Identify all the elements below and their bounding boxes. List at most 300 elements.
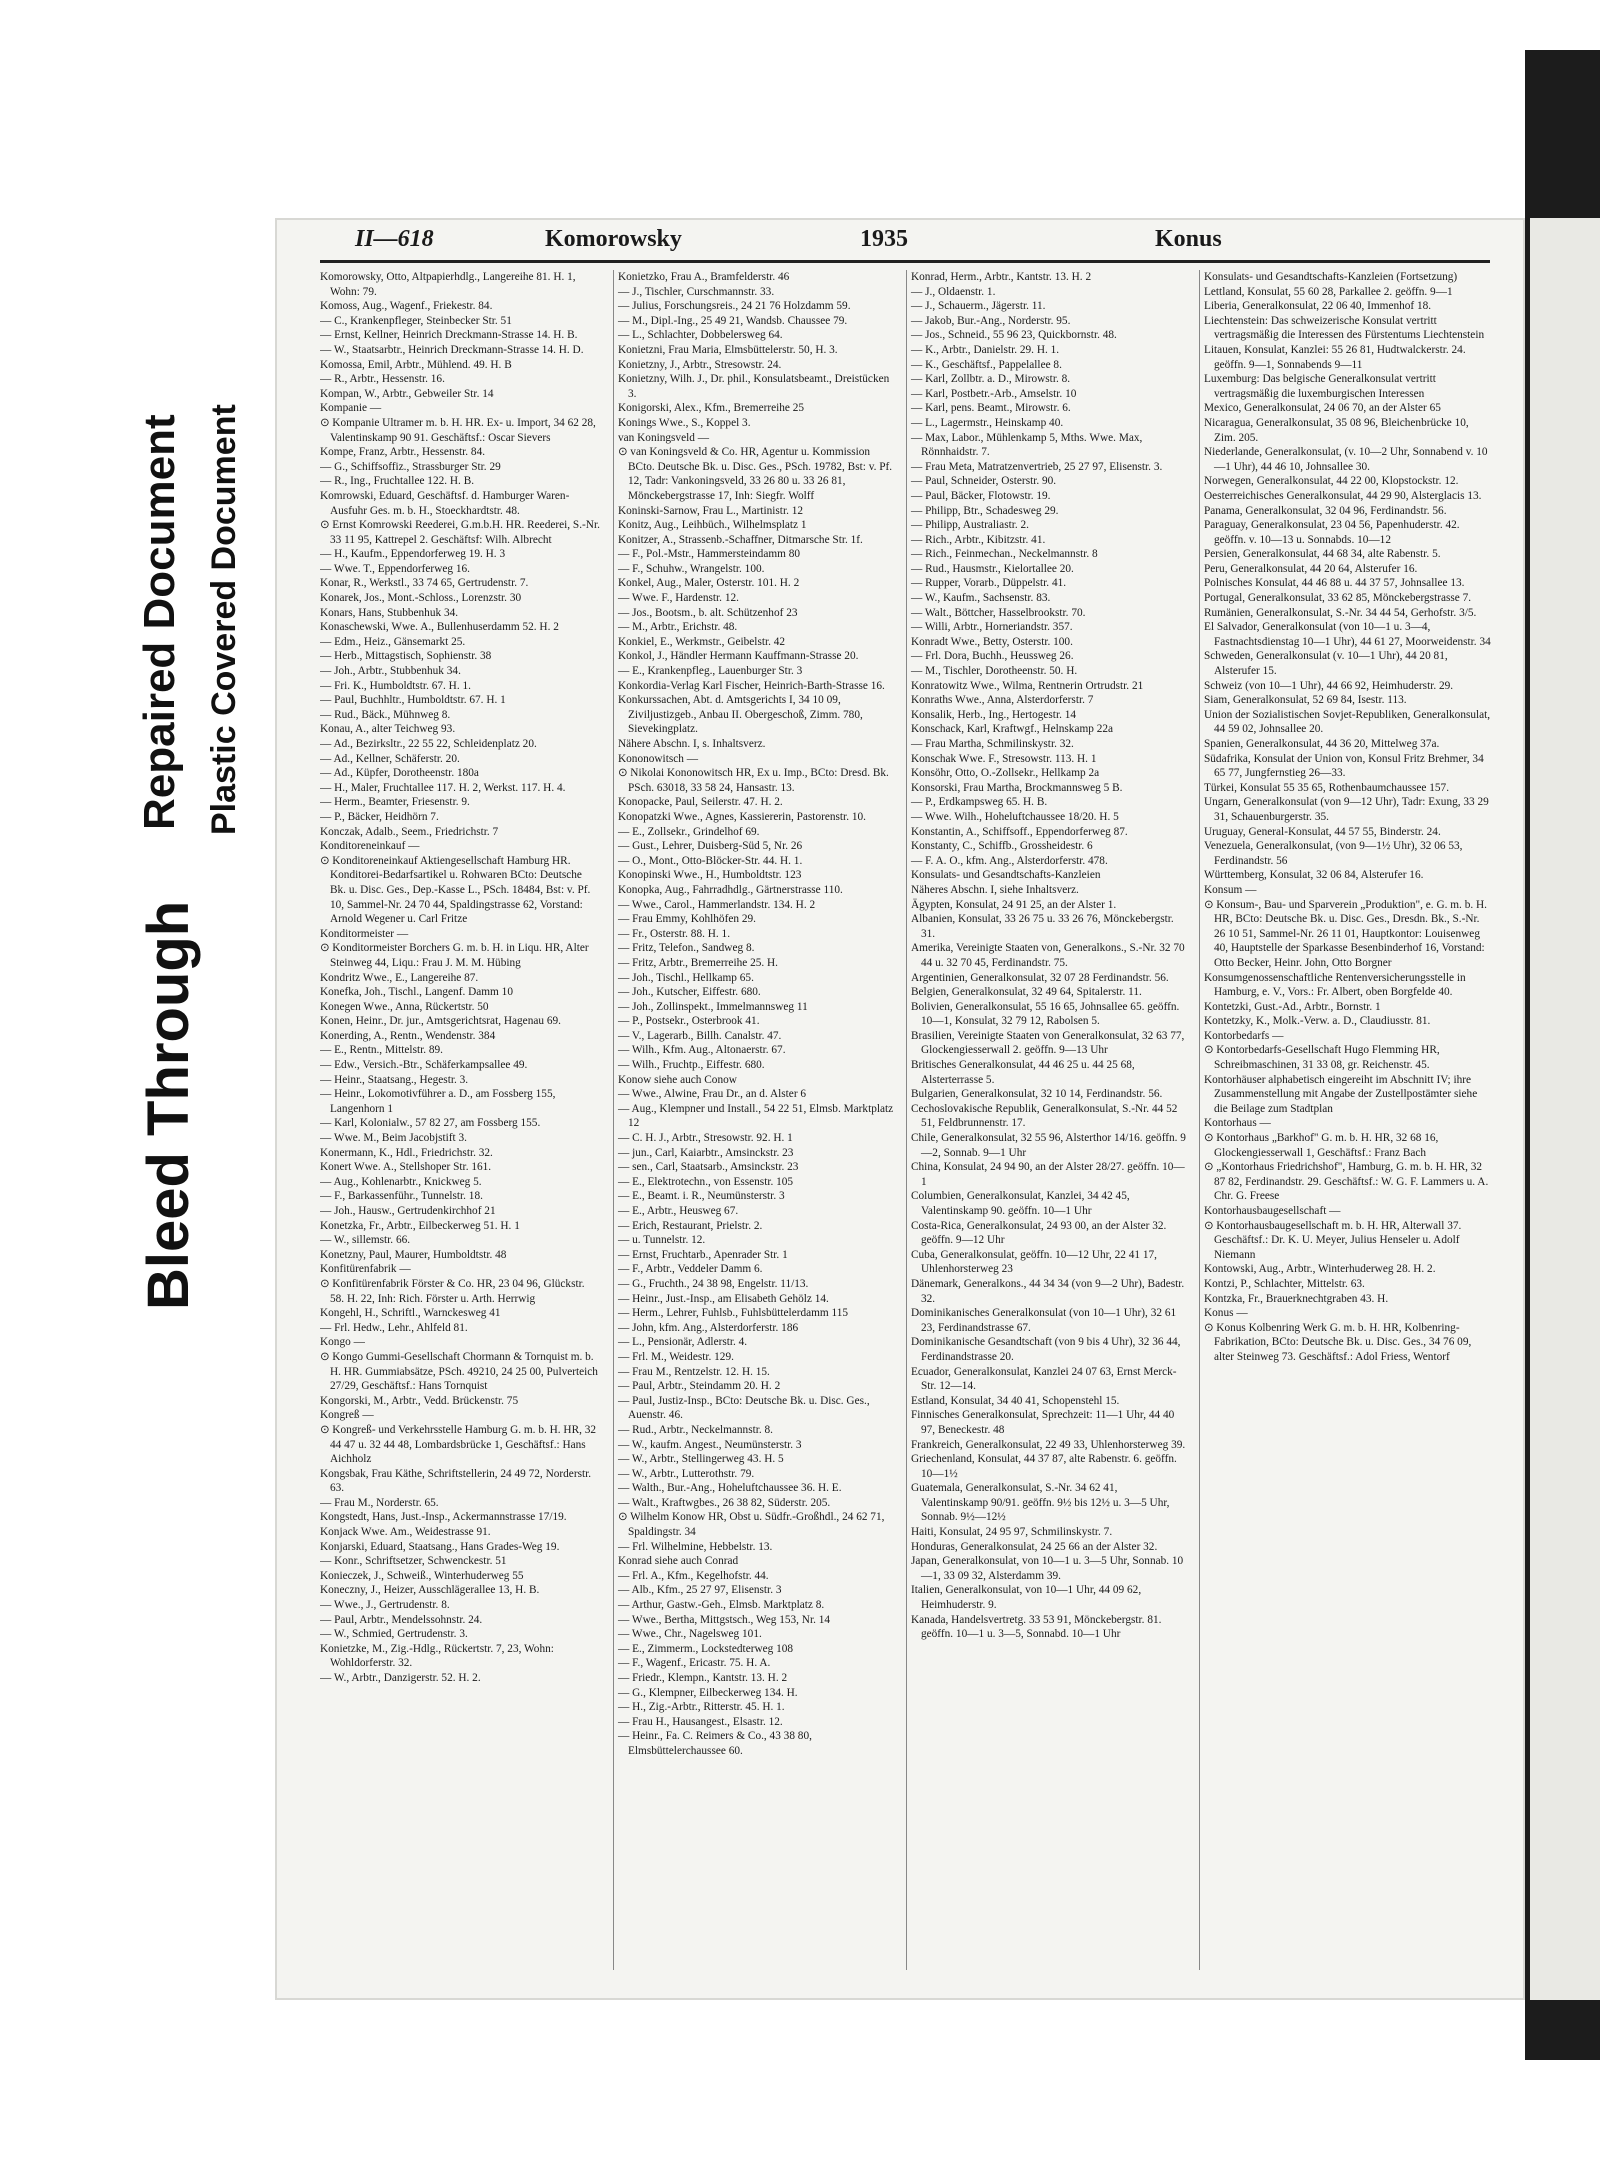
- directory-entry: — Joh., Kutscher, Eiffestr. 680.: [618, 986, 761, 999]
- directory-entry: Kongo —: [320, 1336, 365, 1349]
- directory-entry: Costa-Rica, Generalkonsulat, 24 93 00, an der Alster 32. geöffn. 9—12 Uhr: [911, 1219, 1167, 1247]
- directory-entry: Liechtenstein: Das schweizerische Konsulat vertritt vertragsmäßig die Interessen des Fürstentums Liechtenstein: [1204, 314, 1485, 342]
- directory-entry: Schweiz (von 10—1 Uhr), 44 66 92, Heimhuderstr. 29.: [1204, 679, 1454, 692]
- directory-entry: — E., Elektrotechn., von Essenstr. 105: [618, 1175, 794, 1188]
- directory-entry: Luxemburg: Das belgische Generalkonsulat vertritt vertragsmäßig die luxemburgischen Interessen: [1204, 373, 1436, 400]
- directory-entry: Konfitürenfabrik —: [320, 1263, 411, 1276]
- directory-entry: — R., Arbtr., Hessenstr. 16.: [320, 373, 445, 386]
- directory-entry: — E., Arbtr., Heusweg 67.: [618, 1205, 739, 1217]
- directory-entry: Guatemala, Generalkonsulat, S.-Nr. 34 62 41, Valentinskamp 90/91. geöffn. 9½ bis 12½ u. 3—5 Uhr, Sonnab. 9½—12½: [911, 1482, 1170, 1524]
- directory-entry: — P., Bäcker, Heidhörn 7.: [320, 810, 439, 823]
- directory-entry: — E., Krankenpfleg., Lauenburger Str. 3: [618, 665, 803, 678]
- page-number: II—618: [355, 226, 434, 252]
- directory-entry: — Wwe. T., Eppendorferweg 16.: [320, 562, 470, 575]
- directory-entry: — jun., Carl, Kaiarbtr., Amsinckstr. 23: [618, 1146, 794, 1159]
- directory-entry: Konschack, Karl, Kraftwgf., Helnskamp 22a: [911, 723, 1114, 736]
- directory-entry: — Ernst, Kellner, Heinrich Dreckmann-Strasse 14. H. B.: [320, 329, 578, 342]
- directory-page: [275, 218, 1525, 2000]
- directory-entry: — Wilh., Kfm. Aug., Altonaerstr. 67.: [618, 1044, 786, 1057]
- directory-entry: — F. A. O., kfm. Ang., Alsterdorferstr. 478.: [911, 854, 1108, 867]
- directory-entry: — Wwe., Chr., Nagelsweg 101.: [618, 1628, 762, 1641]
- directory-entry: — G., Klempner, Eilbeckerweg 134. H.: [618, 1686, 798, 1699]
- directory-entry: Finnisches Generalkonsulat, Sprechzeit: 11—1 Uhr, 44 40 97, Beneckestr. 48: [911, 1409, 1175, 1436]
- directory-entry: — Wwe., Carol., Hammerlandstr. 134. H. 2: [618, 898, 816, 911]
- directory-entry: ⊙ Ernst Komrowski Reederei, G.m.b.H. HR. Reederei, S.-Nr. 33 11 95, Kattrepel 2. Geschäftsf: Wilh. Albrecht: [320, 519, 600, 546]
- directory-entry: — Philipp, Australiastr. 2.: [911, 519, 1029, 532]
- directory-entry: — F., Pol.-Mstr., Hammersteindamm 80: [618, 548, 801, 561]
- directory-entry: ⊙ Nikolai Kononowitsch HR, Ex u. Imp., BCto: Dresd. Bk. PSch. 63018, 33 58 24, Hansastr. 13.: [618, 767, 889, 794]
- directory-entry: Bulgarien, Generalkonsulat, 32 10 14, Ferdinandstr. 56.: [911, 1088, 1163, 1101]
- directory-entry: — F., Arbtr., Veddeler Damm 6.: [618, 1263, 763, 1276]
- bleed-through-label: Bleed Through: [136, 900, 201, 1310]
- directory-entry: Uruguay, General-Konsulat, 44 57 55, Binderstr. 24.: [1204, 825, 1441, 838]
- directory-entry: — Rud., Hausmstr., Kielortallee 20.: [911, 562, 1074, 575]
- directory-entry: Albanien, Konsulat, 33 26 75 u. 33 26 76, Mönckebergstr. 31.: [911, 913, 1174, 940]
- directory-entry: ⊙ Kontorbedarfs-Gesellschaft Hugo Flemming HR, Schreibmaschinen, 31 33 08, gr. Reichenstr. 45.: [1204, 1044, 1440, 1072]
- directory-entry: — Julius, Forschungsreis., 24 21 76 Holzdamm 59.: [618, 300, 851, 313]
- directory-entry: Mexico, Generalkonsulat, 24 06 70, an der Alster 65: [1204, 402, 1441, 415]
- directory-entry: Niederlande, Generalkonsulat, (v. 10—2 Uhr, Sonnabend v. 10—1 Uhr), 44 46 10, Johnsallee 30.: [1204, 446, 1488, 473]
- directory-entry: Konkiel, E., Werkmstr., Geibelstr. 42: [618, 635, 786, 648]
- directory-entry: — C. H. J., Arbtr., Stresowstr. 92. H. 1: [618, 1132, 793, 1145]
- directory-entry: Konietzny, Wilh. J., Dr. phil., Konsulatsbeamt., Dreistücken 3.: [618, 373, 890, 400]
- directory-entry: Konsumgenossenschaftliche Rentenversicherungsstelle in Hamburg, e. V., Vors.: Fr. Albert, oben Borgfelde 40.: [1204, 971, 1466, 999]
- directory-entry: ⊙ Kongreß- und Verkehrsstelle Hamburg G. m. b. H. HR, 32 44 47 u. 32 44 48, Lombardsbrücke 1, Geschäftsf.: Hans Aichholz: [320, 1423, 597, 1466]
- directory-entry: Honduras, Generalkonsulat, 24 25 66 an der Alster 32.: [911, 1540, 1158, 1553]
- directory-entry: Konaschewski, Wwe. A., Bullenhuserdamm 52. H. 2: [320, 621, 559, 634]
- directory-entry: Konings Wwe., S., Koppel 3.: [618, 416, 751, 429]
- first-entry-heading: Komorowsky: [545, 226, 682, 252]
- directory-entry: Dominikanisches Generalkonsulat (von 10—1 Uhr), 32 61 23, Ferdinandstrasse 67.: [911, 1307, 1177, 1334]
- directory-entry: — Wwe., Bertha, Mittgstsch., Weg 153, Nr. 14: [618, 1613, 831, 1626]
- directory-entry: — L., Lagermstr., Heinskamp 40.: [911, 416, 1064, 429]
- directory-entry: Oesterreichisches Generalkonsulat, 44 29 90, Alsterglacis 13.: [1204, 489, 1482, 502]
- directory-entry: ⊙ Konditoreneinkauf Aktiengesellschaft Hamburg HR. Konditorei-Bedarfsartikel u. Rohwaren BCto: Deutsche Bk. u. Disc. Ges., Dep.-Kasse L., PSch. 18484, Bst: v. Pf. 10, Sammel-Nr. 24 70 44, Spaldingstrasse 62, Vorstand: Arnold Wegener u. Carl Fritze: [320, 854, 591, 926]
- directory-entry: Kongsbak, Frau Käthe, Schriftstellerin, 24 49 72, Norderstr. 63.: [320, 1467, 592, 1495]
- directory-entry: — Wilh., Fruchtp., Eiffestr. 680.: [618, 1059, 765, 1072]
- directory-entry: — K., Arbtr., Danielstr. 29. H. 1.: [911, 343, 1060, 356]
- directory-entry: Näheres Abschn. I, siehe Inhaltsverz.: [911, 883, 1079, 896]
- directory-entry: — C., Krankenpfleger, Steinbecker Str. 51: [320, 314, 512, 327]
- directory-entry: Konrad, Herm., Arbtr., Kantstr. 13. H. 2: [911, 271, 1092, 283]
- directory-entry: — Max, Labor., Mühlenkamp 5, Mths. Wwe. Max, Rönnhaidstr. 7.: [911, 431, 1143, 459]
- directory-entry: Kondritz Wwe., E., Langereihe 87.: [320, 971, 479, 984]
- directory-entry: Kontorhaus —: [1204, 1117, 1271, 1130]
- last-entry-heading: Konus: [1155, 226, 1222, 252]
- directory-entry: — Friedr., Klempn., Kantstr. 13. H. 2: [618, 1672, 788, 1684]
- directory-entry: Konarek, Jos., Mont.-Schloss., Lorenzstr. 30: [320, 592, 522, 605]
- directory-entry: Griechenland, Konsulat, 44 37 87, alte Rabenstr. 6. geöffn. 10—1½: [911, 1453, 1177, 1480]
- directory-entry: Belgien, Generalkonsulat, 32 49 64, Spitalerstr. 11.: [911, 986, 1142, 999]
- directory-entry: ⊙ Kontorhaus „Barkhof" G. m. b. H. HR, 32 68 16, Glockengiesserwall 1, Geschäftsf.: Franz Bach: [1204, 1132, 1439, 1159]
- directory-entry: Kontetzki, Gust.-Ad., Arbtr., Bornstr. 1: [1204, 1000, 1381, 1013]
- directory-entry: — Joh., Arbtr., Stubbenhuk 34.: [320, 665, 461, 678]
- directory-entry: — J., Oldaenstr. 1.: [911, 285, 996, 298]
- directory-entry: Kontorhausbaugesellschaft —: [1204, 1205, 1341, 1217]
- directory-entry: — O., Mont., Otto-Blöcker-Str. 44. H. 1.: [618, 854, 803, 867]
- directory-entry: — Joh., Hausw., Gertrudenkirchhof 21: [320, 1205, 496, 1217]
- directory-entry: Koninski-Sarnow, Frau L., Martinistr. 12: [618, 504, 804, 517]
- directory-entry: Konermann, K., Hdl., Friedrichstr. 32.: [320, 1146, 493, 1159]
- directory-entry: Konschak Wwe. F., Stresowstr. 113. H. 1: [911, 752, 1097, 765]
- directory-entry: Kompan, W., Arbtr., Gebweiler Str. 14: [320, 387, 494, 400]
- directory-entry: Konerding, A., Rentn., Wendenstr. 384: [320, 1029, 496, 1042]
- directory-entry: Konopacke, Paul, Seilerstr. 47. H. 2.: [618, 796, 783, 809]
- directory-entry: Argentinien, Generalkonsulat, 32 07 28 Ferdinandstr. 56.: [911, 971, 1169, 984]
- directory-entry: — G., Schiffsoffiz., Strassburger Str. 29: [320, 460, 501, 473]
- directory-entry: Konsöhr, Otto, O.-Zollsekr., Hellkamp 2a: [911, 767, 1100, 780]
- directory-entry: Japan, Generalkonsulat, von 10—1 u. 3—5 Uhr, Sonnab. 10—1, 33 09 32, Alsterdamm 39.: [911, 1555, 1184, 1582]
- directory-entry: Kanada, Handelsvertretg. 33 53 91, Mönckebergstr. 81. geöffn. 10—1 u. 3—5, Sonnabd. 10—1 Uhr: [911, 1613, 1162, 1641]
- directory-entry: Kontetzky, K., Molk.-Verw. a. D., Claudiusstr. 81.: [1204, 1015, 1431, 1028]
- directory-entry: — Edw., Versich.-Btr., Schäferkampsallee 49.: [320, 1059, 528, 1072]
- directory-entry: — E., Zollsekr., Grindelhof 69.: [618, 825, 760, 838]
- directory-entry: — sen., Carl, Staatsarb., Amsinckstr. 23: [618, 1161, 799, 1174]
- directory-entry: — Jos., Bootsm., b. alt. Schützenhof 23: [618, 606, 798, 619]
- directory-entry: — Alb., Kfm., 25 27 97, Elisenstr. 3: [618, 1584, 782, 1597]
- directory-entry: Schweden, Generalkonsulat (v. 10—1 Uhr), 44 20 81, Alsterufer 15.: [1204, 650, 1448, 678]
- directory-entry: Kongstedt, Hans, Just.-Insp., Ackermannstrasse 17/19.: [320, 1511, 567, 1524]
- directory-entry: El Salvador, Generalkonsulat (von 10—1 u. 3—4, Fastnachtsdienstag 10—1 Uhr), 44 61 27, Moorweidenstr. 34: [1204, 621, 1491, 648]
- directory-entry: — Paul, Justiz-Insp., BCto: Deutsche Bk. u. Disc. Ges., Auenstr. 46.: [618, 1394, 870, 1422]
- directory-entry: Kontorhäuser alphabetisch eingereiht im Abschnitt IV; ihre Zusammenstellung mit Angabe der Zustellpostämter siehe die Beilage zum Stadtplan: [1204, 1073, 1478, 1115]
- directory-entry: — Frl. Dora, Buchh., Heussweg 26.: [911, 650, 1074, 663]
- directory-entry: — H., Maler, Fruchtallee 117. H. 2, Werkst. 117. H. 4.: [320, 781, 566, 794]
- directory-entry: — Fr., Osterstr. 88. H. 1.: [618, 927, 731, 940]
- directory-entry: Italien, Generalkonsulat, von 10—1 Uhr, 44 09 62, Heimhuderstr. 9.: [911, 1584, 1142, 1612]
- directory-entry: Lettland, Konsulat, 55 60 28, Parkallee 2. geöffn. 9—1: [1204, 285, 1453, 298]
- directory-entry: — Walt., Kraftwgbes., 26 38 82, Süderstr. 205.: [618, 1496, 831, 1509]
- directory-entry: — V., Lagerarb., Billh. Canalstr. 47.: [618, 1029, 782, 1042]
- directory-entry: — Rich., Arbtr., Kibitzstr. 41.: [911, 533, 1046, 546]
- directory-entry: ⊙ Kompanie Ultramer m. b. H. HR. Ex- u. Import, 34 62 28, Valentinskamp 90 91. Geschäftsf.: Oscar Sievers: [320, 416, 596, 444]
- directory-entry: — Frau H., Hausangest., Elsastr. 12.: [618, 1715, 783, 1728]
- directory-entry: — Ad., Küpfer, Dorotheenstr. 180a: [320, 767, 479, 780]
- directory-entry: Kononowitsch —: [618, 752, 699, 765]
- directory-entry: Haiti, Konsulat, 24 95 97, Schmilinskystr. 7.: [911, 1526, 1113, 1539]
- directory-entry: — Paul, Arbtr., Steindamm 20. H. 2: [618, 1380, 781, 1393]
- directory-entry: — Heinr., Fa. C. Reimers & Co., 43 38 80, Elmsbüttelerchaussee 60.: [618, 1730, 812, 1757]
- directory-entry: — Wwe., J., Gertrudenstr. 8.: [320, 1599, 450, 1612]
- directory-entry: — Walt., Böttcher, Hasselbrookstr. 70.: [911, 606, 1086, 619]
- directory-entry: Konkurssachen, Abt. d. Amtsgerichts I, 34 10 09, Ziviljustizgeb., Anbau II. Obergeschoß, Zimm. 780, Sievekingplatz.: [618, 694, 863, 736]
- directory-entry: Konegen Wwe., Anna, Rückertstr. 50: [320, 1000, 489, 1013]
- directory-entry: — W., Arbtr., Lutterothstr. 79.: [618, 1467, 755, 1480]
- directory-entry: — R., Ing., Fruchtallee 122. H. B.: [320, 475, 475, 488]
- directory-entry: — Wwe. Wilh., Hoheluftchaussee 18/20. H. 5: [911, 810, 1119, 823]
- directory-entry: Konsulats- und Gesandtschafts-Kanzleien (Fortsetzung): [1204, 271, 1458, 283]
- directory-entry: Kontzi, P., Schlachter, Mittelstr. 63.: [1204, 1277, 1365, 1290]
- directory-entry: — W., Staatsarbtr., Heinrich Dreckmann-Strasse 14. H. D.: [320, 343, 584, 356]
- directory-entry: ⊙ Konus Kolbenring Werk G. m. b. H. HR, Kolbenring-Fabrikation, BCto: Deutsche Bk. u. Disc. Ges., 34 76 09, alter Steinweg 73. Geschäftsf.: Adol Friess, Wentorf: [1204, 1321, 1472, 1363]
- directory-entry: Konraths Wwe., Anna, Alsterdorferstr. 7: [911, 694, 1094, 707]
- directory-entry: Bolivien, Generalkonsulat, 55 16 65, Johnsallee 65. geöffn. 10—1, Konsulat, 32 79 12, Rabolsen 5.: [911, 1000, 1180, 1028]
- directory-entry: — Aug., Kohlenarbtr., Knickweg 5.: [320, 1175, 482, 1188]
- directory-entry: Konetzny, Paul, Maurer, Humboldtstr. 48: [320, 1248, 507, 1261]
- directory-entry: — Ad., Kellner, Schäferstr. 20.: [320, 752, 460, 765]
- directory-entry: Konopka, Aug., Fahrradhdlg., Gärtnerstrasse 110.: [618, 883, 843, 896]
- page-header: [275, 218, 1525, 262]
- directory-entry: — Frau M., Rentzelstr. 12. H. 15.: [618, 1365, 770, 1378]
- directory-entry: — P., Erdkampsweg 65. H. B.: [911, 796, 1048, 809]
- directory-entry: — L., Pensionär, Adlerstr. 4.: [618, 1336, 748, 1349]
- directory-entry: Konsulats- und Gesandtschafts-Kanzleien: [911, 869, 1101, 882]
- directory-entry: — Rud., Bäck., Mühnweg 8.: [320, 708, 451, 721]
- directory-entry: — H., Zig.-Arbtr., Ritterstr. 45. H. 1.: [618, 1701, 785, 1714]
- directory-entry: — Herb., Mittagstisch, Sophienstr. 38: [320, 650, 492, 663]
- directory-entry: Konkordia-Verlag Karl Fischer, Heinrich-Barth-Strasse 16.: [618, 679, 885, 692]
- directory-entry: Union der Sozialistischen Sovjet-Republiken, Generalkonsulat, 44 59 02, Johnsallee 20.: [1204, 708, 1491, 736]
- directory-entry: Spanien, Generalkonsulat, 44 36 20, Mittelweg 37a.: [1204, 738, 1440, 750]
- directory-entry: — Herm., Beamter, Friesenstr. 9.: [320, 796, 470, 809]
- directory-entry: — E., Zimmerm., Lockstedterweg 108: [618, 1642, 794, 1655]
- directory-entry: Konczak, Adalb., Seem., Friedrichstr. 7: [320, 825, 499, 838]
- directory-entry: Konetzka, Fr., Arbtr., Eilbeckerweg 51. H. 1: [320, 1219, 520, 1232]
- directory-entry: Konieczek, J., Schweiß., Winterhuderweg 55: [320, 1569, 524, 1582]
- directory-entry: Panama, Generalkonsulat, 32 04 96, Ferdinandstr. 56.: [1204, 504, 1447, 517]
- directory-entry: — u. Tunnelstr. 12.: [618, 1234, 706, 1247]
- directory-entry: Konstantin, A., Schiffsoff., Eppendorferweg 87.: [911, 825, 1128, 838]
- directory-entry: Konstanty, C., Schiffb., Grossheidestr. 6: [911, 840, 1093, 853]
- directory-entry: — Walth., Bur.-Ang., Hoheluftchaussee 36. H. E.: [618, 1482, 842, 1495]
- directory-entry: Konefka, Joh., Tischl., Langenf. Damm 10: [320, 986, 513, 999]
- directory-entry: Peru, Generalkonsulat, 44 20 64, Alsterufer 16.: [1204, 562, 1418, 575]
- directory-entry: — Herm., Lehrer, Fuhlsb., Fuhlsbüttelerdamm 115: [618, 1307, 849, 1320]
- directory-entry: — Wwe. F., Hardenstr. 12.: [618, 592, 739, 605]
- directory-entry: — Paul, Arbtr., Mendelssohnstr. 24.: [320, 1613, 483, 1626]
- directory-entry: Estland, Konsulat, 34 40 41, Schopenstehl 15.: [911, 1394, 1120, 1407]
- directory-entry: — Rupper, Vorarb., Düppelstr. 41.: [911, 577, 1067, 590]
- directory-entry: Konkol, J., Händler Hermann Kauffmann-Strasse 20.: [618, 650, 859, 663]
- directory-entry: Ägypten, Konsulat, 24 91 25, an der Alster 1.: [911, 898, 1117, 911]
- directory-entry: — F., Schuhw., Wrangelstr. 100.: [618, 562, 765, 575]
- directory-entry: Konietzny, J., Arbtr., Stresowstr. 24.: [618, 358, 782, 371]
- directory-entry: Konietzke, M., Zig.-Hdlg., Rückertstr. 7, 23, Wohn: Wohldorferstr. 32.: [320, 1642, 554, 1670]
- directory-entry: Koneczny, J., Heizer, Ausschlägerallee 13, H. B.: [320, 1584, 540, 1597]
- directory-entry: Konietzko, Frau A., Bramfelderstr. 46: [618, 271, 790, 283]
- directory-entry: ⊙ Konditormeister Borchers G. m. b. H. in Liqu. HR, Alter Steinweg 44, Liqu.: Frau J. M. M. Hübing: [320, 942, 589, 969]
- directory-entry: — Frl. M., Weidestr. 129.: [618, 1350, 734, 1363]
- directory-entry: Komossa, Emil, Arbtr., Mühlend. 49. H. B: [320, 358, 512, 371]
- directory-entry: Konsalik, Herb., Ing., Hertogestr. 14: [911, 708, 1077, 721]
- directory-entry: Britisches Generalkonsulat, 44 46 25 u. 44 25 68, Alsterterrasse 5.: [911, 1059, 1135, 1086]
- directory-entry: Konen, Heinr., Dr. jur., Amtsgerichtsrat, Hagenau 69.: [320, 1015, 561, 1028]
- directory-entry: Nähere Abschn. I, s. Inhaltsverz.: [618, 738, 766, 750]
- directory-entry: Kontorbedarfs —: [1204, 1029, 1284, 1042]
- directory-entry: ⊙ „Kontorhaus Friedrichshof", Hamburg, G. m. b. H. HR, 32 87 82, Ferdinandstr. 29. Geschäftsf.: W. G. F. Lammers u. A. Chr. G. Freese: [1204, 1161, 1489, 1203]
- directory-entry: — Frl. Wilhelmine, Hebbelstr. 13.: [618, 1540, 773, 1553]
- column-3: [906, 270, 1187, 1970]
- directory-entry: Konigorski, Alex., Kfm., Bremerreihe 25: [618, 402, 805, 415]
- directory-entry: Konert Wwe. A., Stellshoper Str. 161.: [320, 1161, 492, 1174]
- directory-entry: Chile, Generalkonsulat, 32 55 96, Alsterthor 14/16. geöffn. 9—2, Sonnab. 9—1 Uhr: [911, 1132, 1186, 1159]
- directory-entry: Amerika, Vereinigte Staaten von, Generalkons., S.-Nr. 32 70 44 u. 32 70 45, Ferdinandstr. 75.: [911, 942, 1185, 969]
- directory-entry: — Frl. A., Kfm., Kegelhofstr. 44.: [618, 1569, 769, 1582]
- directory-entry: Kompe, Franz, Arbtr., Hessenstr. 84.: [320, 446, 486, 459]
- directory-entry: — John, kfm. Ang., Alsterdorferstr. 186: [618, 1321, 799, 1334]
- plastic-covered-label: Plastic Covered Document: [205, 404, 243, 835]
- adjacent-page-edge: [1530, 218, 1600, 2000]
- directory-entry: Cechoslovakische Republik, Generalkonsulat, S.-Nr. 44 52 51, Feldbrunnenstr. 17.: [911, 1102, 1178, 1130]
- directory-entry: Dominikanische Gesandtschaft (von 9 bis 4 Uhr), 32 36 44, Ferdinandstrasse 20.: [911, 1336, 1181, 1363]
- directory-entry: Rumänien, Generalkonsulat, S.-Nr. 34 44 54, Gerhofstr. 3/5.: [1204, 606, 1477, 619]
- directory-entry: — J., Schauerm., Jägerstr. 11.: [911, 300, 1046, 313]
- directory-entry: ⊙ Konsum-, Bau- und Sparverein „Produktion", e. G. m. b. H. HR, BCto: Deutsche Bk. u. Disc. Ges., Dresdn. Bk., S.-Nr. 26 10 51, Sammel-Nr. 26 11 01, Hauptkontor: Louisenweg 40, Hauptstelle der Sparkasse Besenbinderhof 16, Vorstand: Otto Becker, Heinr. John, Otto Borgner: [1204, 898, 1487, 969]
- directory-entry: — Paul, Bäcker, Flotowstr. 19.: [911, 489, 1051, 502]
- directory-entry: — M., Dipl.-Ing., 25 49 21, Wandsb. Chaussee 79.: [618, 314, 848, 327]
- directory-entry: — Fri. K., Humboldtstr. 67. H. 1.: [320, 679, 471, 692]
- directory-entry: Konrad siehe auch Conrad: [618, 1555, 739, 1568]
- directory-entry: Paraguay, Generalkonsulat, 23 04 56, Papenhuderstr. 42. geöffn. v. 10—13 u. Sonnabds. 10—12: [1204, 519, 1460, 546]
- directory-entry: — Frau Meta, Matratzenvertrieb, 25 27 97, Elisenstr. 3.: [911, 460, 1163, 473]
- directory-entry: Persien, Generalkonsulat, 44 68 34, alte Rabenstr. 5.: [1204, 548, 1441, 561]
- directory-entry: Komrowski, Eduard, Geschäftsf. d. Hamburger Waren-Ausfuhr Ges. m. b. H., Stoeckhardtstr. 48.: [320, 489, 570, 517]
- directory-entry: — Erich, Restaurant, Prielstr. 2.: [618, 1219, 763, 1232]
- directory-entry: Konietzni, Frau Maria, Elmsbüttelerstr. 50, H. 3.: [618, 343, 838, 356]
- directory-entry: Konradt Wwe., Betty, Osterstr. 100.: [911, 635, 1073, 648]
- directory-entry: China, Konsulat, 24 94 90, an der Alster 28/27. geöffn. 10—1: [911, 1161, 1185, 1188]
- directory-entry: — Frau Emmy, Kohlhöfen 29.: [618, 913, 756, 926]
- directory-entry: — Heinr., Just.-Insp., am Elisabeth Gehölz 14.: [618, 1292, 829, 1305]
- directory-entry: — W., Arbtr., Stellingerweg 43. H. 5: [618, 1453, 784, 1466]
- directory-entry: Kongreß —: [320, 1409, 374, 1422]
- directory-entry: — Aug., Klempner und Install., 54 22 51, Elmsb. Marktplatz 12: [618, 1102, 894, 1130]
- directory-entry: Konars, Hans, Stubbenhuk 34.: [320, 606, 459, 619]
- directory-entry: Konjack Wwe. Am., Weidestrasse 91.: [320, 1526, 491, 1539]
- directory-entry: — W., Arbtr., Danzigerstr. 52. H. 2.: [320, 1672, 481, 1684]
- directory-entry: — P., Postsekr., Osterbrook 41.: [618, 1015, 760, 1028]
- directory-entry: Konau, A., alter Teichweg 93.: [320, 723, 456, 736]
- directory-entry: van Koningsveld —: [618, 431, 709, 444]
- directory-entry: Litauen, Konsulat, Kanzlei: 55 26 81, Hudtwalckerstr. 24. geöffn. 9—1, Sonnabends 9—11: [1204, 343, 1466, 371]
- directory-entry: Frankreich, Generalkonsulat, 22 49 33, Uhlenhorsterweg 39.: [911, 1438, 1186, 1451]
- directory-entry: — H., Kaufm., Eppendorferweg 19. H. 3: [320, 548, 506, 561]
- directory-entry: — Joh., Zollinspekt., Immelmannsweg 11: [618, 1000, 808, 1013]
- directory-entry: — W., Kaufm., Sachsenstr. 83.: [911, 592, 1051, 605]
- directory-entry: — Ad., Bezirksltr., 22 55 22, Schleidenplatz 20.: [320, 738, 537, 750]
- directory-entry: — Frau M., Norderstr. 65.: [320, 1496, 439, 1509]
- directory-entry: — Gust., Lehrer, Duisberg-Süd 5, Nr. 26: [618, 840, 803, 853]
- directory-entry: Komoss, Aug., Wagenf., Friekestr. 84.: [320, 300, 493, 313]
- directory-entry: — Ernst, Fruchtarb., Apenrader Str. 1: [618, 1248, 788, 1261]
- directory-entry: Norwegen, Generalkonsulat, 44 22 00, Klopstockstr. 12.: [1204, 475, 1459, 488]
- header-rule: [320, 260, 1490, 263]
- column-4: [1199, 270, 1491, 1970]
- directory-entry: Brasilien, Vereinigte Staaten von Generalkonsulat, 32 63 77, Glockengiesserwall 2. geöffn. 9—13 Uhr: [911, 1029, 1185, 1057]
- entry-columns: [320, 270, 1490, 1970]
- directory-entry: — F., Barkassenführ., Tunnelstr. 18.: [320, 1190, 483, 1203]
- column-2: [613, 270, 894, 1970]
- directory-entry: — Arthur, Gastw.-Geh., Elmsb. Marktplatz 8.: [618, 1599, 825, 1612]
- directory-entry: Siam, Generalkonsulat, 52 69 84, Isestr. 113.: [1204, 694, 1407, 707]
- directory-entry: — Joh., Tischl., Hellkamp 65.: [618, 971, 754, 984]
- directory-entry: — Philipp, Btr., Schadesweg 29.: [911, 504, 1059, 517]
- directory-entry: Venezuela, Generalkonsulat, (von 9—1½ Uhr), 32 06 53, Ferdinandstr. 56: [1204, 840, 1463, 867]
- directory-entry: — Karl, pens. Beamt., Mirowstr. 6.: [911, 402, 1071, 415]
- directory-entry: — Fritz, Telefon., Sandweg 8.: [618, 942, 755, 955]
- directory-entry: — W., Schmied, Gertrudenstr. 3.: [320, 1628, 468, 1641]
- directory-entry: Konopinski Wwe., H., Humboldtstr. 123: [618, 869, 802, 882]
- directory-entry: Kongehl, H., Schriftl., Warnckesweg 41: [320, 1307, 501, 1320]
- directory-entry: Columbien, Generalkonsulat, Kanzlei, 34 42 45, Valentinskamp 90. geöffn. 10—1 Uhr: [911, 1190, 1130, 1217]
- directory-entry: Kongorski, M., Arbtr., Vedd. Brückenstr. 75: [320, 1394, 519, 1407]
- directory-entry: — G., Fruchth., 24 38 98, Engelstr. 11/13.: [618, 1277, 809, 1290]
- directory-entry: ⊙ Konfitürenfabrik Förster & Co. HR, 23 04 96, Glückstr. 58. H. 22, Inh: Rich. Förster u. Arth. Herrwig: [320, 1277, 585, 1305]
- directory-entry: — Paul, Buchhltr., Humboldtstr. 67. H. 1: [320, 694, 506, 707]
- column-1: [320, 270, 600, 1970]
- directory-entry: Konkel, Aug., Maler, Osterstr. 101. H. 2: [618, 577, 800, 590]
- directory-entry: Liberia, Generalkonsulat, 22 06 40, Immenhof 18.: [1204, 300, 1432, 313]
- directory-entry: Polnisches Konsulat, 44 46 88 u. 44 37 57, Johnsallee 13.: [1204, 577, 1465, 590]
- directory-entry: — Jakob, Bur.-Ang., Norderstr. 95.: [911, 314, 1071, 327]
- directory-entry: Nicaragua, Generalkonsulat, 35 08 96, Bleichenbrücke 10, Zim. 205.: [1204, 416, 1469, 444]
- directory-entry: — Edm., Heiz., Gänsemarkt 25.: [320, 635, 466, 648]
- directory-entry: — Konr., Schriftsetzer, Schwenckestr. 51: [320, 1555, 507, 1568]
- directory-entry: Kontzka, Fr., Brauerknechtgraben 43. H.: [1204, 1292, 1389, 1305]
- directory-entry: — Heinr., Lokomotivführer a. D., am Fossberg 155, Langenhorn 1: [320, 1088, 556, 1115]
- directory-entry: — M., Arbtr., Erichstr. 48.: [618, 621, 738, 634]
- directory-entry: Konratowitz Wwe., Wilma, Rentnerin Ortrudstr. 21: [911, 679, 1144, 692]
- directory-entry: Konitz, Aug., Leihbüch., Wilhelmsplatz 1: [618, 519, 807, 532]
- directory-entry: Cuba, Generalkonsulat, geöffn. 10—12 Uhr, 22 41 17, Uhlenhorsterweg 23: [911, 1248, 1157, 1276]
- directory-entry: — F., Wagenf., Ericastr. 75. H. A.: [618, 1657, 771, 1670]
- directory-entry: — W., sillemstr. 66.: [320, 1234, 411, 1247]
- directory-entry: Komorowsky, Otto, Altpapierhdlg., Langereihe 81. H. 1, Wohn: 79.: [320, 271, 576, 298]
- directory-entry: Türkei, Konsulat 55 35 65, Rothenbaumchaussee 157.: [1204, 781, 1450, 794]
- directory-entry: ⊙ Wilhelm Konow HR, Obst u. Südfr.-Großhdl., 24 62 71, Spaldingstr. 34: [618, 1511, 885, 1539]
- directory-entry: — Karl, Postbetr.-Arb., Amselstr. 10: [911, 387, 1077, 400]
- directory-entry: — E., Beamt. i. R., Neumünsterstr. 3: [618, 1190, 785, 1203]
- directory-entry: — J., Tischler, Curschmannstr. 33.: [618, 285, 775, 298]
- directory-entry: Ecuador, Generalkonsulat, Kanzlei 24 07 63, Ernst Merck-Str. 12—14.: [911, 1365, 1177, 1393]
- directory-entry: — Karl, Kolonialw., 57 82 27, am Fossberg 155.: [320, 1117, 541, 1130]
- directory-entry: — Jos., Schneid., 55 96 23, Quickbornstr. 48.: [911, 329, 1117, 342]
- directory-entry: — L., Schlachter, Dobbelersweg 64.: [618, 329, 783, 342]
- directory-entry: — Willi, Arbtr., Horneriandstr. 357.: [911, 621, 1073, 634]
- repaired-document-label: Repaired Document: [135, 414, 184, 830]
- directory-entry: Kompanie —: [320, 402, 382, 415]
- directory-entry: Kontowski, Aug., Arbtr., Winterhuderweg 28. H. 2.: [1204, 1263, 1436, 1276]
- directory-entry: — E., Rentn., Mittelstr. 89.: [320, 1044, 444, 1057]
- directory-entry: Konar, R., Werkstl., 33 74 65, Gertrudenstr. 7.: [320, 577, 529, 590]
- directory-entry: Konitzer, A., Strassenb.-Schaffner, Ditmarsche Str. 1f.: [618, 533, 863, 546]
- directory-entry: Konow siehe auch Conow: [618, 1073, 737, 1086]
- directory-entry: — Rud., Arbtr., Neckelmannstr. 8.: [618, 1423, 774, 1436]
- directory-entry: Konus —: [1204, 1307, 1248, 1320]
- directory-entry: Portugal, Generalkonsulat, 33 62 85, Mönckebergstrasse 7.: [1204, 592, 1472, 605]
- directory-entry: ⊙ van Koningsveld & Co. HR, Agentur u. Kommission BCto. Deutsche Bk. u. Disc. Ges., PSch. 19782, Bst: v. Pf. 12, Tadr: Vankoningsveld, 33 26 80 u. 33 26 81, Mönckebergstrasse 17, Inh: Siegfr. Wolff: [618, 446, 893, 502]
- directory-entry: ⊙ Kongo Gummi-Gesellschaft Chormann & Tornquist m. b. H. HR. Gummiabsätze, PSch. 49210, 24 25 00, Pulverteich 27/29, Geschäftsf.: Hans Tornquist: [320, 1350, 598, 1393]
- directory-entry: Konditormeister —: [320, 927, 409, 940]
- directory-entry: Ungarn, Generalkonsulat (von 9—12 Uhr), Tadr: Exung, 33 29 31, Schauenburgerstr. 35.: [1204, 796, 1489, 823]
- directory-entry: — Frau Martha, Schmilinskystr. 32.: [911, 738, 1074, 750]
- directory-entry: Konjarski, Eduard, Staatsang., Hans Grades-Weg 19.: [320, 1540, 560, 1553]
- directory-entry: Konditoreneinkauf —: [320, 840, 420, 853]
- year-heading: 1935: [860, 226, 908, 252]
- directory-entry: — Karl, Zollbtr. a. D., Mirowstr. 8.: [911, 373, 1071, 386]
- directory-entry: Konsorski, Frau Martha, Brockmannsweg 5 B.: [911, 781, 1123, 794]
- directory-entry: — Wwe., Alwine, Frau Dr., an d. Alster 6: [618, 1088, 807, 1101]
- directory-entry: — K., Geschäftsf., Pappelallee 8.: [911, 358, 1062, 371]
- directory-entry: — W., kaufm. Angest., Neumünsterstr. 3: [618, 1438, 802, 1451]
- directory-entry: Südafrika, Konsulat der Union von, Konsul Fritz Brehmer, 34 65 77, Jungfernstieg 26—33.: [1204, 752, 1484, 780]
- directory-entry: — Rich., Feinmechan., Neckelmannstr. 8: [911, 548, 1098, 561]
- directory-entry: ⊙ Kontorhausbaugesellschaft m. b. H. HR, Alterwall 37. Geschäftsf.: Dr. K. U. Meyer, Julius Henseler u. Adolf Niemann: [1204, 1219, 1462, 1261]
- directory-entry: — Paul, Schneider, Osterstr. 90.: [911, 475, 1057, 488]
- directory-entry: Konopatzki Wwe., Agnes, Kassiererin, Pastorenstr. 10.: [618, 810, 866, 823]
- directory-entry: — Fritz, Arbtr., Bremerreihe 25. H.: [618, 956, 779, 969]
- directory-entry: — Frl. Hedw., Lehr., Ahlfeld 81.: [320, 1321, 468, 1334]
